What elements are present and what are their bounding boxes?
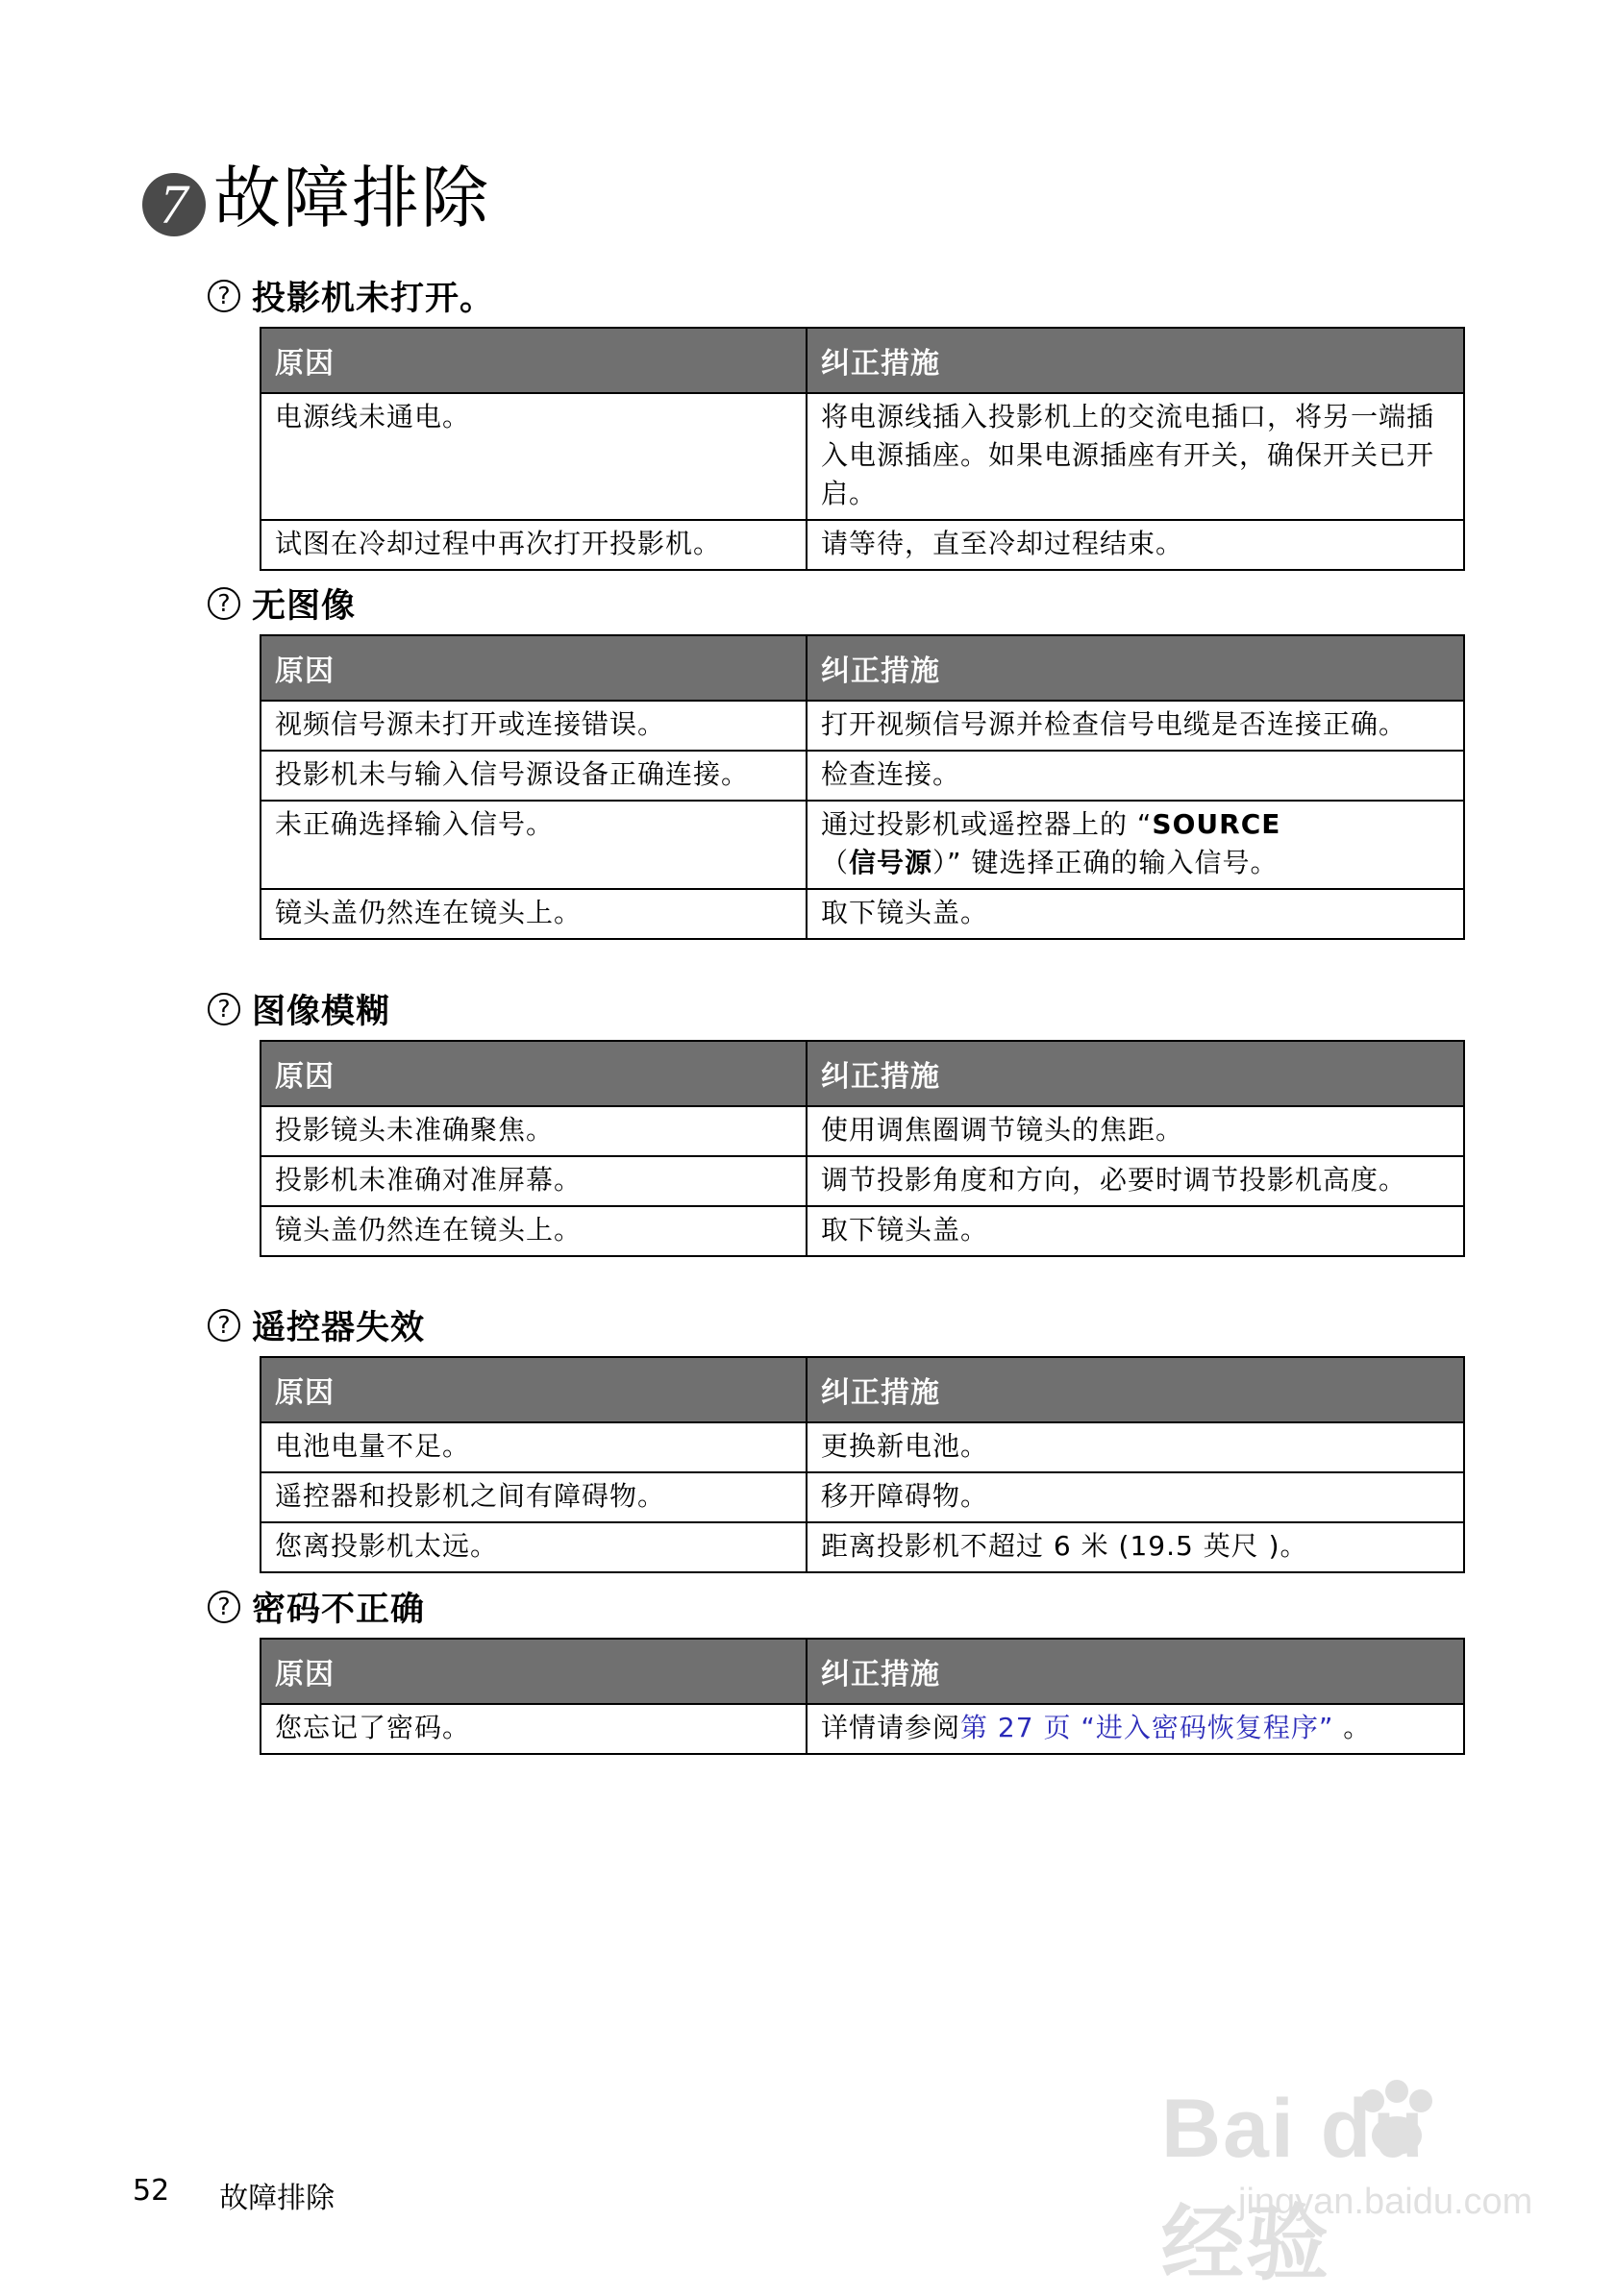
remedy-text: ）” 键选择正确的输入信号。 [932,847,1279,878]
cause-cell: 投影机未准确对准屏幕。 [261,1156,807,1206]
section-title: 密码不正确 [252,1591,426,1629]
watermark-url: jingyan.baidu.com [1238,2182,1533,2222]
troubleshoot-table [260,634,1465,940]
source-key-label: SOURCE [1152,808,1281,840]
page-footer [133,2174,335,2216]
header-cause: 原因 [261,1639,807,1704]
cause-cell: 投影镜头未准确聚焦。 [261,1106,807,1156]
section-title: 投影机未打开。 [252,280,495,318]
section-title: 遥控器失效 [252,1309,426,1347]
table-row [261,393,1464,520]
chapter-number-badge: 7 [142,173,206,236]
remedy-cell: 更换新电池。 [807,1422,1464,1472]
troubleshoot-table [260,1356,1465,1573]
table-row [261,1206,1464,1256]
cause-cell: 镜头盖仍然连在镜头上。 [261,1206,807,1256]
cause-cell: 您忘记了密码。 [261,1704,807,1754]
remedy-text: 通过投影机或遥控器上的 “ [821,808,1153,840]
section-heading [208,1302,1463,1348]
cause-cell: 电源线未通电。 [261,393,807,520]
remedy-text: 详情请参阅 [821,1712,961,1743]
header-remedy: 纠正措施 [807,1041,1464,1106]
remedy-cell: 将电源线插入投影机上的交流电插口，将另一端插入电源插座。如果电源插座有开关，确保开关已开启。 [807,393,1464,520]
baidu-watermark [1123,2074,1533,2290]
cause-cell: 投影机未与输入信号源设备正确连接。 [261,751,807,801]
remedy-cell: 请等待，直至冷却过程结束。 [807,520,1464,570]
header-cause: 原因 [261,1357,807,1422]
remedy-cell: 使用调焦圈调节镜头的焦距。 [807,1106,1464,1156]
cause-cell: 电池电量不足。 [261,1422,807,1472]
header-cause: 原因 [261,1041,807,1106]
section-heading [208,580,1463,627]
section-remote-failure [208,1302,1463,1573]
table-row [261,751,1464,801]
section-power-off [208,273,1463,571]
cause-cell: 镜头盖仍然连在镜头上。 [261,889,807,939]
section-no-image [208,580,1463,940]
table-row [261,801,1464,889]
table-row [261,1422,1464,1472]
troubleshoot-table [260,1040,1465,1257]
header-cause: 原因 [261,328,807,393]
table-header-row [261,1357,1464,1422]
remedy-text: 。 [1333,1712,1372,1743]
header-remedy: 纠正措施 [807,635,1464,701]
remedy-cell: 移开障碍物。 [807,1472,1464,1522]
remedy-cell: 调节投影角度和方向，必要时调节投影机高度。 [807,1156,1464,1206]
password-recovery-link[interactable]: 第 27 页 “进入密码恢复程序” [960,1712,1334,1743]
table-row [261,1106,1464,1156]
table-header-row [261,1639,1464,1704]
header-remedy: 纠正措施 [807,328,1464,393]
header-remedy: 纠正措施 [807,1357,1464,1422]
table-row [261,1156,1464,1206]
troubleshoot-table [260,327,1465,571]
table-row [261,520,1464,570]
section-heading [208,273,1463,319]
remedy-cell [807,801,1464,889]
section-heading [208,1584,1463,1630]
cause-cell: 试图在冷却过程中再次打开投影机。 [261,520,807,570]
section-title: 图像模糊 [252,993,391,1031]
remedy-cell: 检查连接。 [807,751,1464,801]
question-icon: ? [208,587,240,620]
table-header-row [261,328,1464,393]
table-header-row [261,635,1464,701]
cause-cell: 视频信号源未打开或连接错误。 [261,701,807,751]
section-heading [208,986,1463,1032]
section-wrong-password [208,1584,1463,1755]
table-row [261,1522,1464,1572]
cause-cell: 未正确选择输入信号。 [261,801,807,889]
header-remedy: 纠正措施 [807,1639,1464,1704]
header-cause: 原因 [261,635,807,701]
remedy-cell [807,1704,1464,1754]
table-header-row [261,1041,1464,1106]
question-icon: ? [208,1591,240,1623]
remedy-cell: 取下镜头盖。 [807,889,1464,939]
chapter-title: 故障排除 [213,159,490,237]
table-row [261,889,1464,939]
remedy-cell: 打开视频信号源并检查信号电缆是否连接正确。 [807,701,1464,751]
question-icon: ? [208,280,240,312]
page-number: 52 [133,2174,170,2208]
watermark-brand: Bai du 经验 [1161,2083,1426,2290]
remedy-cell: 取下镜头盖。 [807,1206,1464,1256]
troubleshoot-table [260,1638,1465,1755]
section-blurry-image [208,986,1463,1257]
section-title: 无图像 [252,587,357,626]
chapter-header [142,152,490,244]
question-icon: ? [208,993,240,1025]
footer-section-title: 故障排除 [219,2182,335,2215]
cause-cell: 您离投影机太远。 [261,1522,807,1572]
remedy-text: （ [821,847,850,878]
table-row [261,1704,1464,1754]
remedy-cell: 距离投影机不超过 6 米 (19.5 英尺 )。 [807,1522,1464,1572]
table-row [261,701,1464,751]
cause-cell: 遥控器和投影机之间有障碍物。 [261,1472,807,1522]
source-key-label-cn: 信号源 [849,847,933,878]
table-row [261,1472,1464,1522]
question-icon: ? [208,1309,240,1342]
